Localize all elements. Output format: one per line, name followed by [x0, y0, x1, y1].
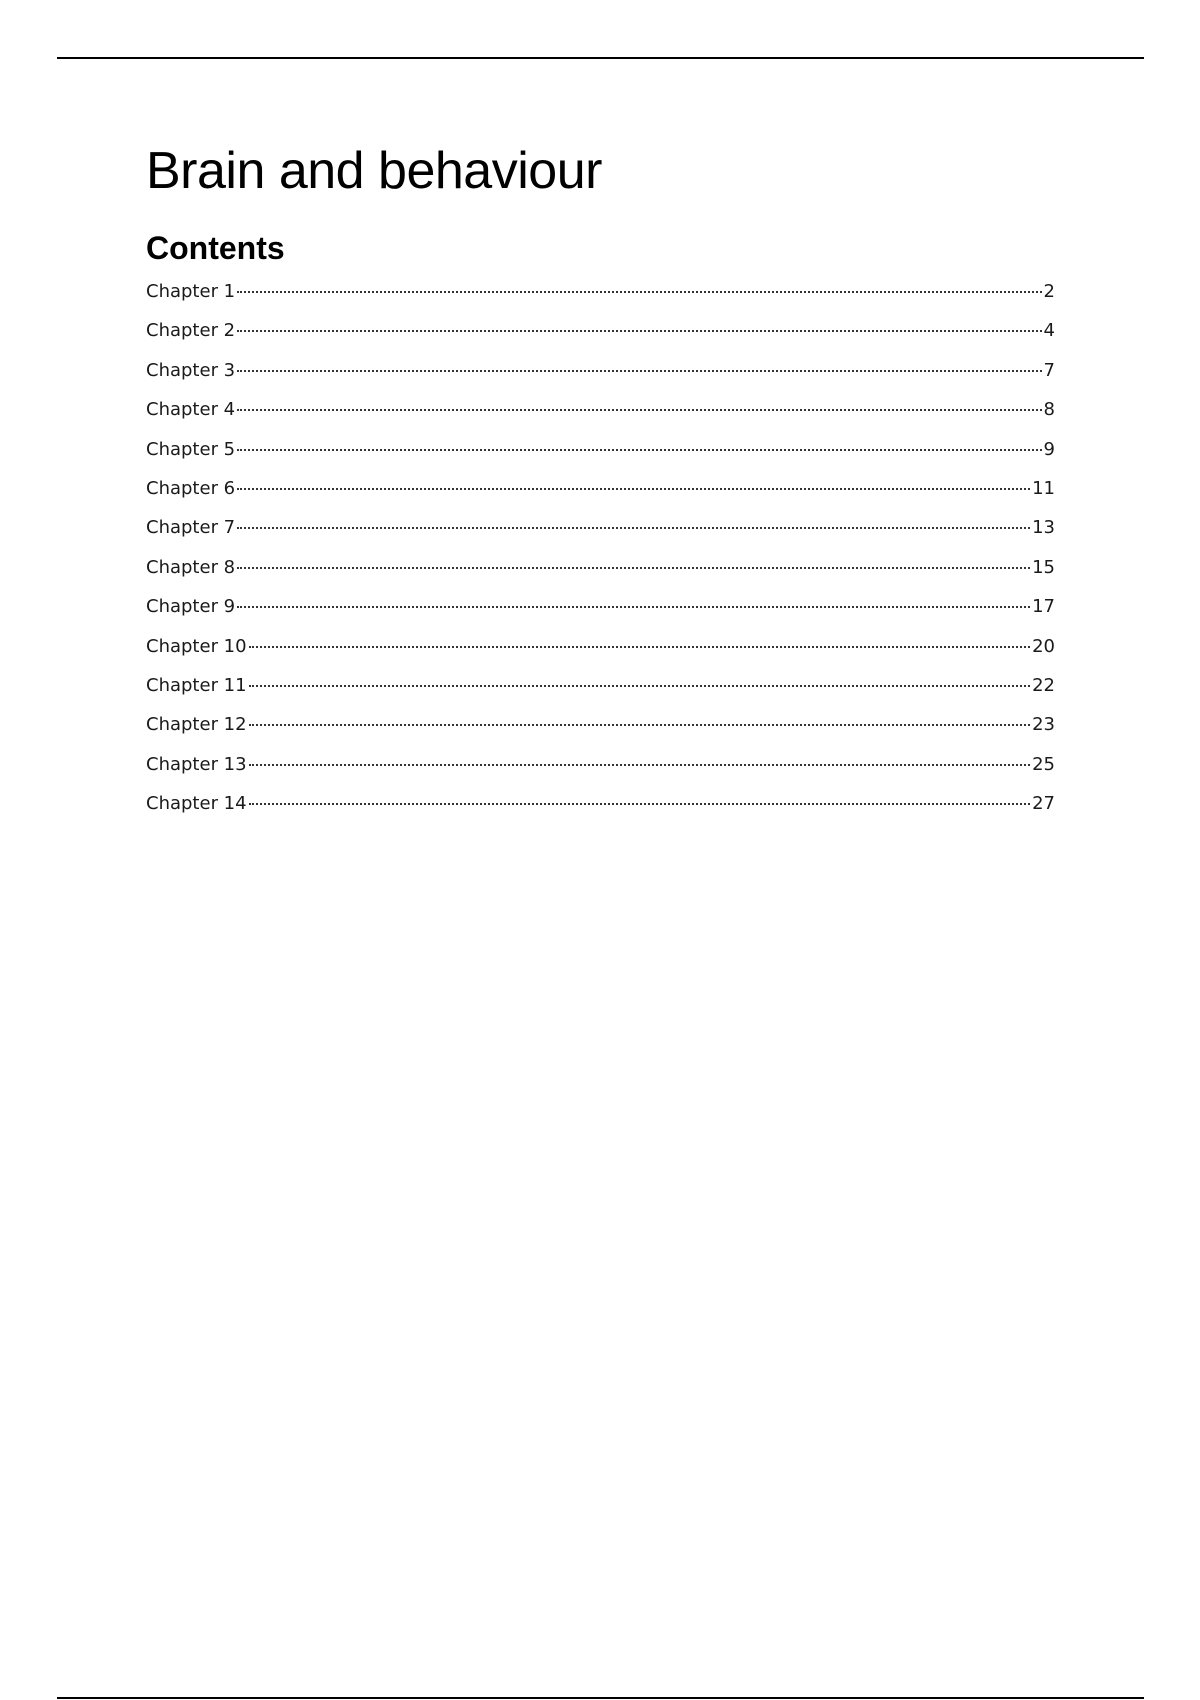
document-page [146, 140, 1055, 831]
toc-dot-leader [237, 370, 1041, 372]
toc-entry-label: Chapter 7 [146, 517, 236, 539]
toc-entry-label: Chapter 12 [146, 714, 247, 736]
toc-entry-page: 23 [1032, 714, 1055, 736]
toc-entry-chapter-5[interactable] [146, 438, 1055, 477]
toc-entry-chapter-1[interactable] [146, 280, 1055, 319]
toc-entry-chapter-2[interactable] [146, 319, 1055, 358]
toc-dot-leader [249, 724, 1031, 726]
toc-entry-chapter-8[interactable] [146, 556, 1055, 595]
toc-entry-label: Chapter 9 [146, 596, 236, 618]
toc-entry-label: Chapter 14 [146, 793, 247, 815]
toc-entry-chapter-6[interactable] [146, 477, 1055, 516]
toc-entry-label: Chapter 2 [146, 320, 236, 342]
toc-dot-leader [237, 409, 1041, 411]
toc-entry-label: Chapter 11 [146, 674, 247, 696]
toc-entry-chapter-12[interactable] [146, 713, 1055, 752]
toc-entry-page: 7 [1043, 359, 1055, 381]
toc-entry-chapter-13[interactable] [146, 753, 1055, 792]
toc-entry-page: 13 [1032, 517, 1055, 539]
toc-entry-chapter-9[interactable] [146, 595, 1055, 634]
toc-entry-page: 27 [1032, 793, 1055, 815]
toc-dot-leader [237, 449, 1041, 451]
toc-entry-page: 25 [1032, 753, 1055, 775]
header-rule [57, 57, 1144, 59]
footer-rule [57, 1697, 1144, 1699]
toc-entry-label: Chapter 5 [146, 438, 236, 460]
toc-dot-leader [237, 606, 1030, 608]
toc-entry-label: Chapter 10 [146, 635, 247, 657]
toc-dot-leader [237, 488, 1030, 490]
toc-entry-label: Chapter 8 [146, 556, 236, 578]
toc-heading: Contents [146, 230, 285, 266]
toc-entry-page: 15 [1032, 556, 1055, 578]
toc-dot-leader [237, 567, 1030, 569]
toc-entry-page: 20 [1032, 635, 1055, 657]
toc-dot-leader [237, 330, 1041, 332]
toc-dot-leader [249, 685, 1031, 687]
toc-entry-chapter-10[interactable] [146, 635, 1055, 674]
toc-entry-page: 17 [1032, 596, 1055, 618]
toc-entry-label: Chapter 13 [146, 753, 247, 775]
toc-entry-label: Chapter 4 [146, 399, 236, 421]
toc-dot-leader [237, 527, 1030, 529]
toc-entry-page: 8 [1043, 399, 1055, 421]
toc-entry-page: 22 [1032, 674, 1055, 696]
toc-entry-label: Chapter 1 [146, 281, 236, 302]
toc-entry-chapter-7[interactable] [146, 516, 1055, 555]
toc-entry-page: 11 [1032, 477, 1055, 499]
toc-dot-leader [249, 764, 1031, 766]
toc-entry-page: 4 [1043, 320, 1055, 342]
document-title: Brain and behaviour [146, 142, 602, 200]
toc-dot-leader [237, 291, 1041, 293]
toc-entry-page: 9 [1043, 438, 1055, 460]
toc-entry-chapter-4[interactable] [146, 398, 1055, 437]
toc-entry-page: 2 [1043, 281, 1055, 302]
toc-dot-leader [249, 646, 1031, 648]
toc-entry-chapter-14[interactable] [146, 792, 1055, 831]
toc-entry-chapter-3[interactable] [146, 359, 1055, 398]
toc-entry-label: Chapter 3 [146, 359, 236, 381]
table-of-contents [146, 280, 1055, 831]
toc-entry-label: Chapter 6 [146, 477, 236, 499]
toc-entry-chapter-11[interactable] [146, 674, 1055, 713]
toc-dot-leader [249, 803, 1031, 805]
